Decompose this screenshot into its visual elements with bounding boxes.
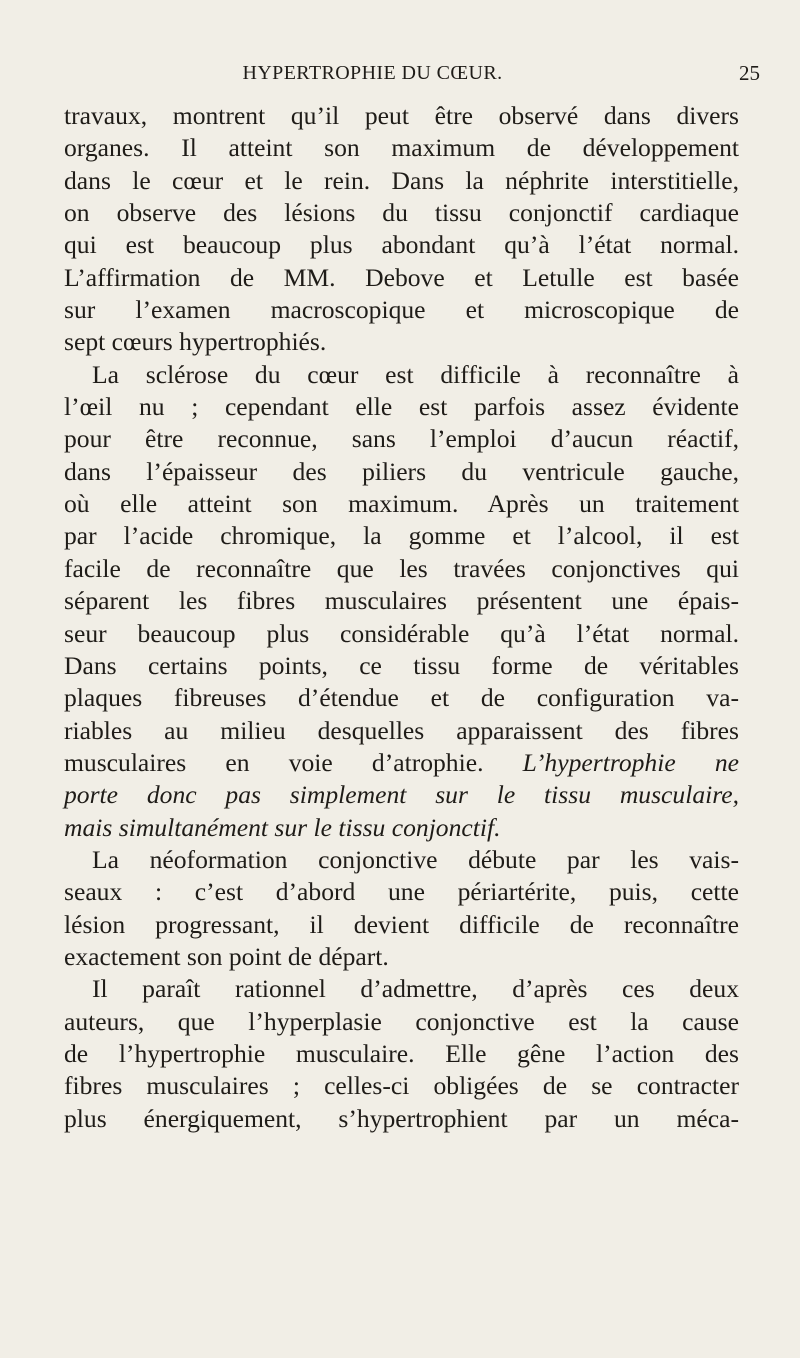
text-line-5: qui est beaucoup plus abondant qu’à l’état normal. [64, 230, 739, 260]
text-line-27: exactement son point de départ. [64, 941, 389, 971]
text-line-16: séparent les fibres musculaires présentent une épais- [64, 586, 739, 616]
text-line-20: riables au milieu desquelles apparaissent des fibres [64, 715, 739, 745]
text-line-8: sept cœurs hypertrophiés. [64, 327, 327, 357]
text-line-4: on observe des lésions du tissu conjonctif cardiaque [64, 198, 739, 228]
text-line-19: plaques fibreuses d’étendue et de configuration va- [64, 683, 739, 713]
text-line-7: sur l’examen macroscopique et microscopique de [64, 295, 739, 325]
text-line-30: de l’hypertrophie musculaire. Elle gêne l’action des [64, 1038, 739, 1068]
text-line-31: fibres musculaires ; celles-ci obligées de se contracter [64, 1071, 739, 1101]
running-head [60, 58, 760, 88]
text-line-3: dans le cœur et le rein. Dans la néphrite interstitielle, [64, 165, 739, 195]
text-line-9: La sclérose du cœur est difficile à reconnaître à [92, 359, 739, 389]
text-line-12: dans l’épaisseur des piliers du ventricule gauche, [64, 456, 739, 486]
text-line-26: lésion progressant, il devient difficile de reconnaître [64, 909, 739, 939]
text-line-1: travaux, montrent qu’il peut être observé dans divers [64, 101, 739, 130]
text-line-14: par l’acide chromique, la gomme et l’alcool, il est [64, 521, 739, 551]
text-line-13: où elle atteint son maximum. Après un traitement [64, 489, 739, 519]
text-line-17: seur beaucoup plus considérable qu’à l’état normal. [64, 618, 739, 648]
text-line-21-italic: L’hypertrophie ne [522, 747, 739, 777]
text-line-21 [64, 747, 739, 779]
text-line-15: facile de reconnaître que les travées conjonctives qui [64, 553, 739, 583]
text-line-21-roman: musculaires en voie d’atrophie. [64, 747, 523, 777]
text-line-32: plus énergiquement, s’hypertrophient par un méca- [64, 1103, 739, 1133]
running-title: HYPERTROPHIE DU CŒUR. [242, 62, 503, 84]
text-line-24: La néoformation conjonctive débute par les vais- [92, 844, 739, 874]
body-text [64, 100, 739, 1135]
text-line-28: Il paraît rationnel d’admettre, d’après ces deux [92, 974, 739, 1004]
text-line-10: l’œil nu ; cependant elle est parfois assez évidente [64, 392, 739, 422]
text-line-11: pour être reconnue, sans l’emploi d’aucun réactif, [64, 424, 739, 454]
text-line-22: porte donc pas simplement sur le tissu musculaire, [64, 780, 739, 810]
text-line-18: Dans certains points, ce tissu forme de véritables [64, 650, 739, 680]
text-line-25: seaux : c’est d’abord une périartérite, puis, cette [64, 877, 739, 907]
text-line-2: organes. Il atteint son maximum de développement [64, 133, 739, 163]
text-line-6: L’affirmation de MM. Debove et Letulle est basée [64, 262, 739, 292]
text-line-23: mais simultanément sur le tissu conjonctif. [64, 812, 501, 842]
text-line-29: auteurs, que l’hyperplasie conjonctive est la cause [64, 1006, 739, 1036]
page-number: 25 [739, 61, 760, 85]
